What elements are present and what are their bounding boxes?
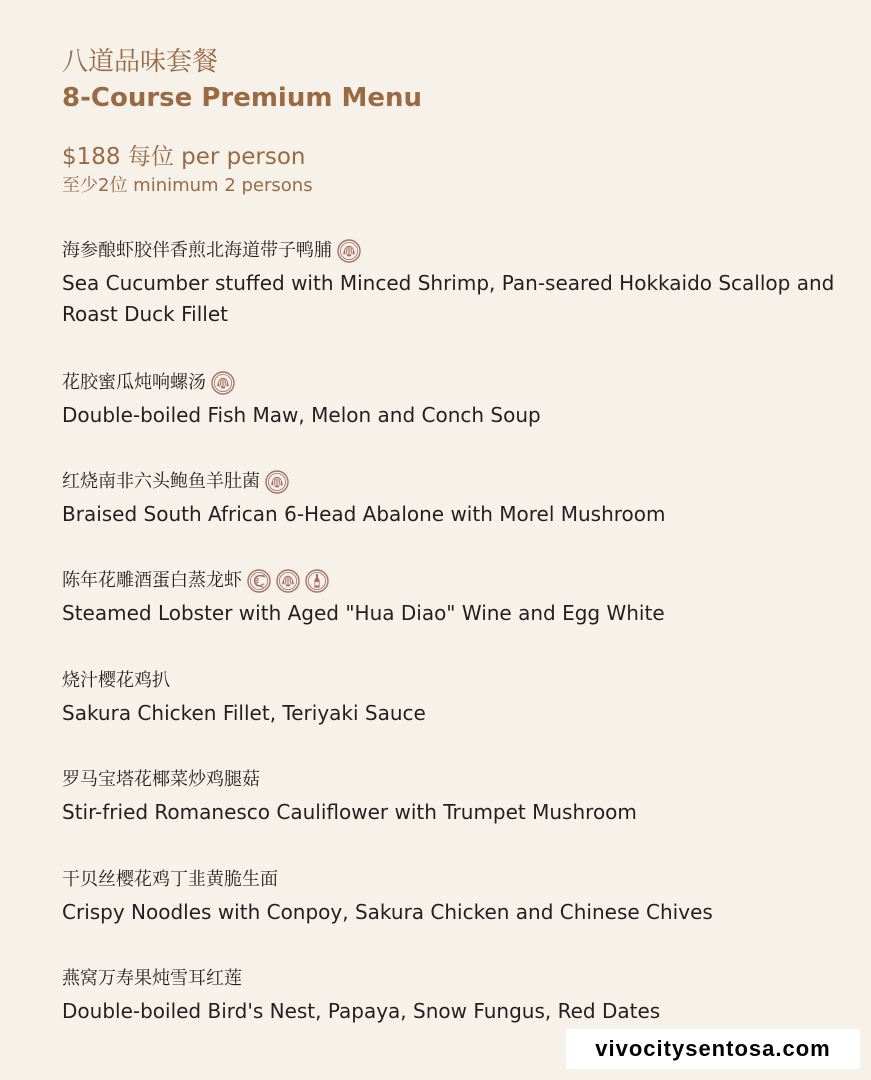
website-watermark: vivocitysentosa.com (566, 1029, 860, 1069)
course-5 (62, 667, 852, 729)
course-1-english-name: Sea Cucumber stuffed with Minced Shrimp, Pan-seared Hokkaido Scallop and Roast Duck Fillet (62, 271, 835, 326)
course-6-english-name: Stir-fried Romanesco Cauliflower with Trumpet Mushroom (62, 800, 637, 824)
course-1-dietary-icons (337, 239, 361, 263)
shellfish-icon (276, 569, 300, 593)
course-3-english-name: Braised South African 6-Head Abalone with Morel Mushroom (62, 502, 666, 526)
course-4-english-name: Steamed Lobster with Aged "Hua Diao" Wine and Egg White (62, 601, 665, 625)
course-3-dietary-icons (265, 470, 289, 494)
course-8-english-name: Double-boiled Bird's Nest, Papaya, Snow Fungus, Red Dates (62, 999, 661, 1023)
course-1-chinese-name: 海参酿虾胶伴香煎北海道带子鸭脯 (62, 240, 332, 261)
shellfish-icon (211, 371, 235, 395)
course-8 (62, 965, 852, 1027)
shellfish-icon (337, 239, 361, 263)
shellfish-icon (265, 470, 289, 494)
course-1 (62, 237, 852, 330)
course-8-chinese-name: 燕窝万寿果炖雪耳红莲 (62, 968, 242, 989)
course-2-dietary-icons (211, 371, 235, 395)
crustacean-icon (247, 569, 271, 593)
course-4-chinese-name: 陈年花雕酒蛋白蒸龙虾 (62, 570, 242, 591)
course-7-chinese-name: 干贝丝樱花鸡丁韭黄脆生面 (62, 869, 278, 890)
menu-title-chinese: 八道品味套餐 (62, 47, 219, 77)
course-6 (62, 766, 852, 828)
course-4-chinese-row (62, 567, 852, 595)
minimum-persons: 至少2位 minimum 2 persons (62, 175, 313, 196)
course-3-chinese-row (62, 468, 852, 496)
course-5-chinese-name: 烧汁樱花鸡扒 (62, 670, 170, 691)
alcohol-icon (305, 569, 329, 593)
course-1-chinese-row (62, 237, 852, 265)
course-7 (62, 866, 852, 928)
course-7-chinese-row (62, 866, 852, 894)
course-6-chinese-row (62, 766, 852, 794)
course-5-english-name: Sakura Chicken Fillet, Teriyaki Sauce (62, 701, 426, 725)
course-4 (62, 567, 852, 629)
course-5-chinese-row (62, 667, 852, 695)
course-3-chinese-name: 红烧南非六头鲍鱼羊肚菌 (62, 471, 260, 492)
course-2-chinese-row (62, 369, 852, 397)
course-4-dietary-icons (247, 569, 329, 593)
course-7-english-name: Crispy Noodles with Conpoy, Sakura Chicken and Chinese Chives (62, 900, 713, 924)
course-2-english-name: Double-boiled Fish Maw, Melon and Conch Soup (62, 403, 541, 427)
course-3 (62, 468, 852, 530)
course-8-chinese-row (62, 965, 852, 993)
menu-title-english: 8-Course Premium Menu (62, 83, 423, 113)
price-per-person: $188 每位 per person (62, 144, 306, 170)
course-6-chinese-name: 罗马宝塔花椰菜炒鸡腿菇 (62, 769, 260, 790)
course-2-chinese-name: 花胶蜜瓜炖响螺汤 (62, 372, 206, 393)
course-2 (62, 369, 852, 431)
